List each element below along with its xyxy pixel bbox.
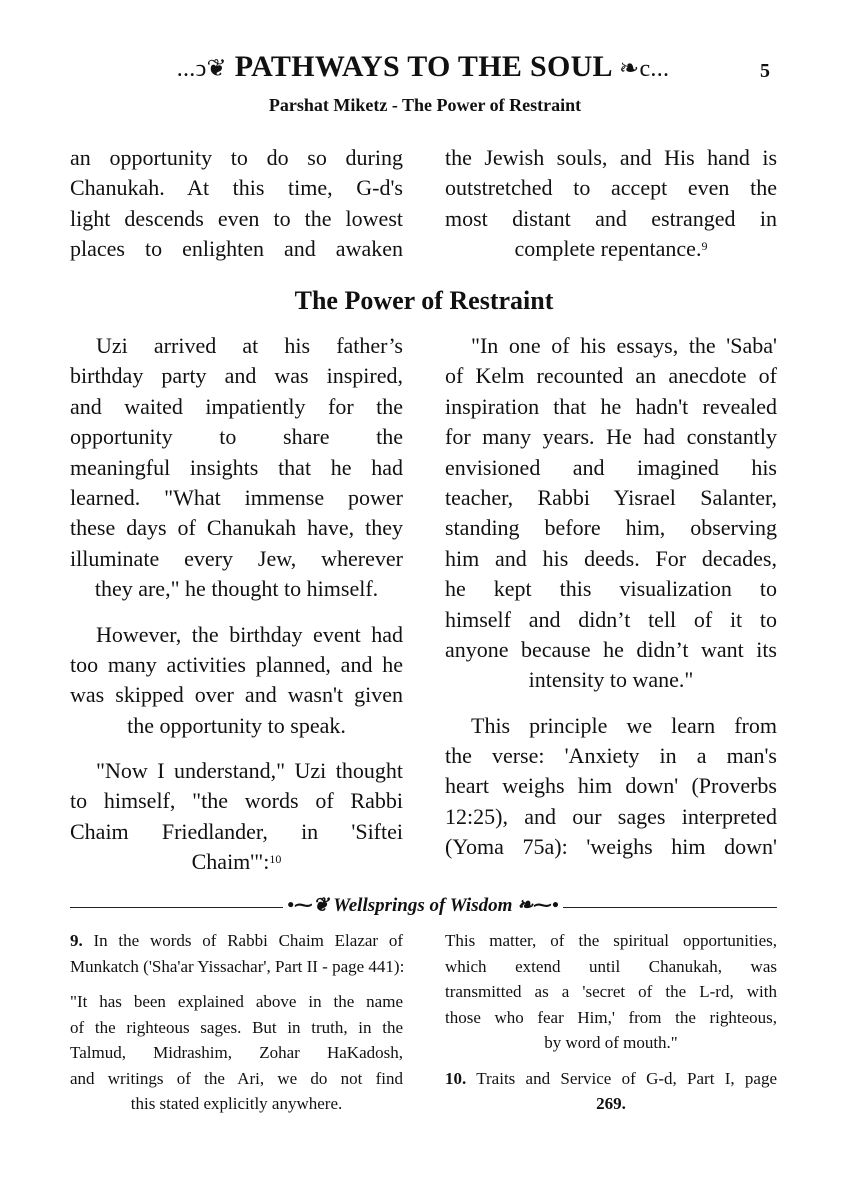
top-left-text — [70, 143, 403, 280]
line-text: opportunity to share the — [70, 424, 403, 450]
line-text: illuminate every Jew, wherever — [70, 545, 403, 571]
text-line — [70, 680, 403, 710]
text-line — [445, 453, 777, 483]
text-line — [445, 544, 777, 574]
text-line — [70, 1040, 403, 1066]
line-text: This matter, of the spiritual opportunities, — [445, 931, 777, 950]
paragraph — [445, 711, 777, 863]
line-text: intensity to wane." — [528, 667, 694, 693]
text-line — [445, 422, 777, 452]
line-text: of Kelm recounted an anecdote of — [445, 363, 777, 389]
line-text: learned. "What immense power — [70, 484, 403, 510]
line-text: Munkatch ('Sha'ar Yissachar', Part II - page 441): — [70, 956, 405, 976]
line-text: the verse: 'Anxiety in a man's — [445, 743, 777, 769]
text-line — [70, 954, 403, 980]
text-line — [445, 832, 777, 862]
ornament-right-icon: ❧c... — [619, 56, 670, 82]
ornament-right-icon: ❧⁓• — [512, 895, 559, 916]
line-text: This principle we learn from — [471, 712, 777, 738]
footnote-ref[interactable]: 10 — [269, 852, 282, 867]
text-line — [445, 1005, 777, 1031]
line-text: "In one of his essays, the 'Saba' — [471, 333, 777, 358]
text-line — [445, 605, 777, 635]
text-line — [445, 361, 777, 391]
page-number: 5 — [760, 60, 770, 82]
text-line — [70, 989, 403, 1015]
paragraph — [445, 331, 777, 696]
line-text: which extend until Chanukah, was — [445, 956, 777, 976]
line-text: However, the birthday event had — [96, 621, 403, 647]
footnote-ref[interactable]: 9 — [701, 239, 708, 254]
text-line — [70, 204, 403, 234]
line-text: envisioned and imagined his — [445, 454, 777, 480]
paragraph — [70, 989, 403, 1117]
text-line — [70, 544, 403, 574]
text-line — [445, 513, 777, 543]
ornament-left-icon: •⁓❦ — [287, 895, 334, 916]
footnotes-right — [445, 928, 777, 1127]
line-text: "Now I understand," Uzi thought — [96, 758, 403, 784]
line-text: Talmud, Midrashim, Zohar HaKadosh, — [70, 1043, 403, 1062]
line-text: was skipped over and wasn't given — [70, 682, 403, 708]
text-line — [445, 711, 777, 741]
text-line — [70, 361, 403, 391]
footnote-number: 269. — [596, 1094, 626, 1113]
line-text: 10. Traits and Service of G-d, Part I, page — [445, 1068, 777, 1088]
line-text: they are," he thought to himself. — [94, 576, 379, 602]
text-line — [445, 143, 777, 173]
text-line — [70, 650, 403, 680]
line-text: the Jewish souls, and His hand is — [445, 145, 777, 170]
text-line — [70, 453, 403, 483]
line-text: and waited impatiently for the — [70, 393, 403, 419]
text-line — [445, 979, 777, 1005]
line-text: heart weighs him down' (Proverbs — [445, 773, 777, 799]
line-text: of the righteous sages. But in truth, in the — [70, 1017, 403, 1037]
line-text: complete repentance. — [514, 236, 702, 262]
paragraph — [70, 331, 403, 605]
text-line — [70, 331, 403, 361]
line-text — [596, 1094, 626, 1113]
text-line — [70, 173, 403, 203]
line-text: this stated explicitly anywhere. — [130, 1094, 343, 1113]
paragraph — [70, 620, 403, 742]
text-line — [445, 665, 777, 695]
line-text: 9. In the words of Rabbi Chaim Elazar of — [70, 931, 403, 950]
paragraph — [445, 928, 777, 1056]
line-text: and writings of the Ari, we do not find — [70, 1068, 403, 1088]
text-line — [445, 954, 777, 980]
text-line — [445, 635, 777, 665]
line-text: standing before him, observing — [445, 515, 777, 541]
line-text: those who fear Him,' from the righteous, — [445, 1007, 777, 1027]
text-line — [70, 786, 403, 816]
ornament-left-icon: ...ↄ❦ — [176, 56, 227, 82]
line-text: (Yoma 75a): 'weighs him down' — [445, 834, 777, 860]
footnote-number: 10. — [445, 1068, 467, 1088]
line-text: birthday party and was inspired, — [70, 363, 403, 389]
line-text: Chaim'": — [191, 849, 270, 875]
text-line — [70, 928, 403, 954]
text-line — [445, 802, 777, 832]
line-text: teacher, Rabbi Yisrael Salanter, — [445, 484, 777, 510]
text-line — [70, 620, 403, 650]
text-line — [70, 392, 403, 422]
line-text: places to enlighten and awaken — [70, 236, 403, 262]
running-header — [0, 50, 846, 84]
paragraph — [445, 1066, 777, 1117]
text-line — [70, 1015, 403, 1041]
text-line — [70, 574, 403, 604]
text-line — [70, 711, 403, 741]
text-line — [70, 513, 403, 543]
text-line — [70, 756, 403, 786]
right-column — [445, 331, 777, 878]
line-text: an opportunity to do so during — [70, 145, 403, 170]
text-line — [445, 331, 777, 361]
text-line — [445, 771, 777, 801]
text-line — [70, 847, 403, 877]
line-text: transmitted as a 'secret of the L-rd, with — [445, 982, 777, 1001]
text-line — [70, 817, 403, 847]
line-text: anyone because he didn’t want its — [445, 636, 777, 662]
page-subtitle: Parshat Miketz - The Power of Restraint — [268, 95, 582, 115]
text-line — [445, 204, 777, 234]
text-line — [445, 928, 777, 954]
text-line — [70, 1091, 403, 1117]
section-heading: The Power of Restraint — [294, 286, 554, 315]
line-text: "It has been explained above in the name — [70, 992, 403, 1011]
line-text: by word of mouth." — [544, 1033, 678, 1052]
paragraph — [70, 928, 403, 979]
line-text: to himself, "the words of Rabbi — [70, 788, 403, 814]
line-text: Chaim Friedlander, in 'Siftei — [70, 818, 403, 844]
text-line — [70, 422, 403, 452]
text-line — [445, 574, 777, 604]
top-right-text — [445, 143, 777, 280]
line-text: too many activities planned, and he — [70, 651, 403, 677]
text-line — [70, 143, 403, 173]
line-text: the opportunity to speak. — [127, 712, 346, 738]
text-line — [445, 1066, 777, 1092]
paragraph — [70, 143, 403, 265]
footnote-heading — [0, 894, 846, 917]
text-line — [445, 1091, 777, 1117]
paragraph — [70, 756, 403, 878]
footnote-heading-text: Wellsprings of Wisdom — [333, 895, 513, 916]
line-text: these days of Chanukah have, they — [70, 515, 403, 541]
text-line — [70, 1066, 403, 1092]
line-text: inspiration that he hadn't revealed — [445, 393, 777, 419]
footnote-number: 9. — [70, 931, 83, 950]
text-line — [70, 483, 403, 513]
paragraph — [445, 143, 777, 265]
line-text: 12:25), and our sages interpreted — [445, 803, 777, 829]
line-text: himself and didn’t tell of it to — [445, 606, 777, 632]
line-text: he kept this visualization to — [445, 576, 777, 602]
line-text: light descends even to the lowest — [70, 205, 403, 231]
text-line — [445, 392, 777, 422]
text-line — [445, 483, 777, 513]
text-line — [445, 234, 777, 264]
line-text: meaningful insights that he had — [70, 454, 403, 480]
header-title: PATHWAYS TO THE SOUL — [234, 50, 612, 83]
line-text: Uzi arrived at his father’s — [96, 333, 403, 358]
line-text: most distant and estranged in — [445, 205, 777, 231]
line-text: Chanukah. At this time, G-d's — [70, 175, 403, 201]
left-column — [70, 331, 403, 893]
text-line — [445, 173, 777, 203]
line-text: for many years. He had constantly — [445, 424, 777, 450]
text-line — [445, 741, 777, 771]
text-line — [70, 234, 403, 264]
line-text: him and his deeds. For decades, — [445, 545, 777, 571]
footnotes-left — [70, 928, 403, 1127]
text-line — [445, 1030, 777, 1056]
line-text: outstretched to accept even the — [445, 175, 777, 201]
